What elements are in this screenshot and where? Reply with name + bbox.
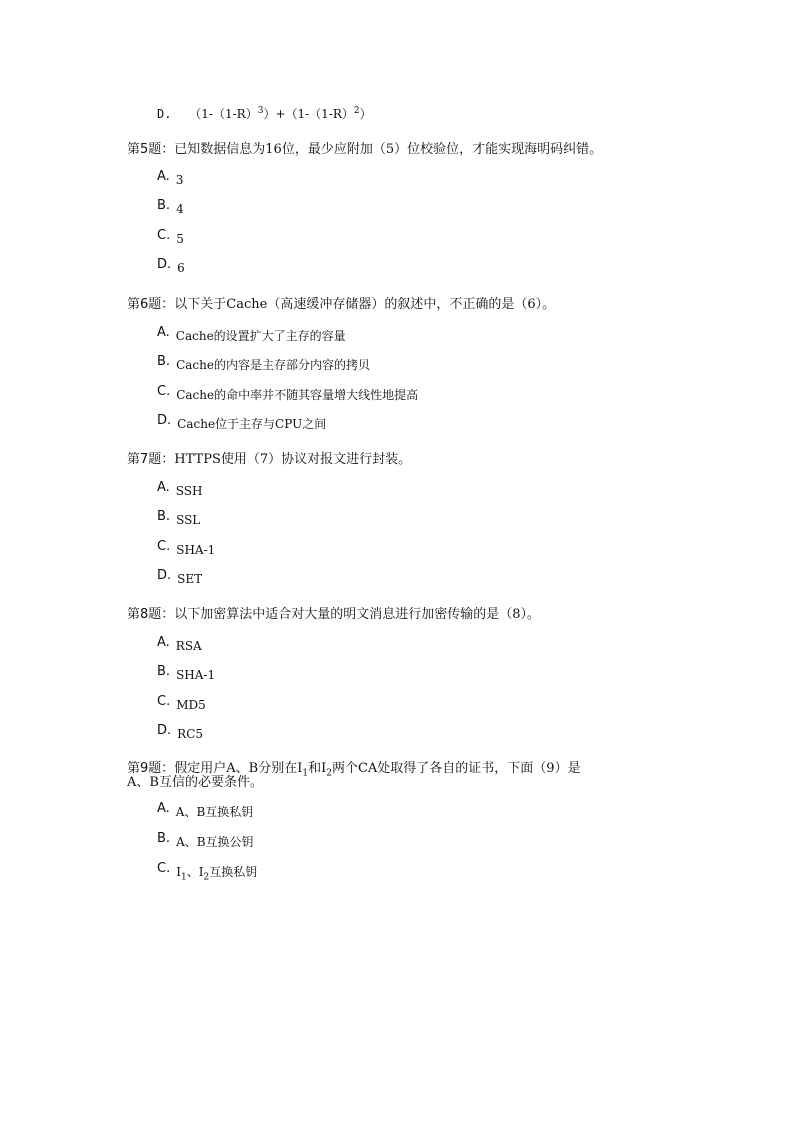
- option-text: Cache的内容是主存部分内容的拷贝: [176, 358, 370, 372]
- option-letter: D.: [157, 723, 172, 738]
- formula-exponent-2: 2: [353, 106, 360, 116]
- option-text: SSL: [176, 513, 201, 527]
- option-letter: C.: [157, 539, 171, 554]
- option-text: 3: [175, 173, 184, 187]
- subscript: 1: [180, 872, 187, 883]
- subscript: 1: [302, 768, 309, 779]
- option-letter: A.: [157, 169, 170, 184]
- q9-option-a: [157, 801, 254, 820]
- option-letter: D.: [157, 107, 172, 121]
- q8-option-d: [157, 723, 204, 742]
- question-7: [127, 452, 411, 467]
- option-text: Cache的设置扩大了主存的容量: [175, 329, 346, 343]
- option-text: MD5: [176, 698, 206, 712]
- question-text-a: 假定用户A、B分别在I: [174, 761, 303, 776]
- q6-option-c: [157, 384, 419, 403]
- option-letter: B.: [157, 354, 171, 369]
- q6-option-a: [157, 325, 346, 344]
- question-text: HTTPS使用（7）协议对报文进行封装。: [174, 452, 412, 467]
- question-8: [127, 607, 540, 622]
- option-text: SHA-1: [176, 668, 216, 682]
- q6-option-d: [157, 413, 327, 432]
- option-text: A、B互换私钥: [175, 805, 254, 819]
- option-text: RC5: [177, 727, 204, 741]
- question-9-line-2: [127, 775, 263, 790]
- question-label: 第6题：: [127, 297, 175, 312]
- formula-exponent-1: 3: [257, 106, 264, 116]
- option-letter: C.: [157, 861, 171, 876]
- q9-option-b: [157, 831, 254, 850]
- question-label: 第7题：: [127, 452, 175, 467]
- option-text: A、B互换公钥: [176, 835, 254, 849]
- q5-option-b: [157, 198, 184, 217]
- option-text-b: 、I: [186, 865, 204, 879]
- question-text-line2: A、B互信的必要条件。: [127, 775, 263, 790]
- option-letter: C.: [157, 228, 171, 243]
- question-text: 已知数据信息为16位，最少应附加（5）位校验位，才能实现海明码纠错。: [174, 142, 603, 157]
- formula-part-2: ）+（1-（1-R）: [263, 107, 354, 121]
- option-text: SHA-1: [176, 543, 216, 557]
- option-text: 6: [177, 261, 185, 275]
- option-letter: C.: [157, 694, 171, 709]
- question-label: 第9题：: [127, 761, 175, 776]
- q8-option-c: [157, 694, 206, 713]
- subscript: 2: [203, 872, 210, 883]
- option-letter: A.: [157, 325, 170, 340]
- option-text: 5: [176, 232, 184, 246]
- q4-option-d: [157, 103, 372, 122]
- question-text: 以下关于Cache（高速缓冲存储器）的叙述中，不正确的是（6）。: [174, 297, 556, 312]
- question-label: 第5题：: [127, 142, 175, 157]
- q5-option-d: [157, 257, 185, 276]
- question-6: [127, 297, 555, 312]
- option-letter: B.: [157, 509, 171, 524]
- q5-option-a: [157, 169, 184, 188]
- q7-option-c: [157, 539, 216, 558]
- question-5: [127, 142, 602, 157]
- question-text-c: 两个CA处取得了各自的证书，下面（9）是: [331, 761, 581, 776]
- q7-option-d: [157, 568, 203, 587]
- option-letter: A.: [157, 801, 170, 816]
- option-text: SET: [177, 572, 203, 586]
- question-text-b: 和I: [308, 761, 327, 776]
- option-text-a: I: [176, 865, 181, 879]
- option-text: Cache位于主存与CPU之间: [177, 417, 327, 431]
- option-letter: B.: [157, 198, 171, 213]
- q5-option-c: [157, 228, 184, 247]
- q8-option-b: [157, 664, 216, 683]
- option-letter: D.: [157, 257, 172, 272]
- q6-option-b: [157, 354, 370, 373]
- option-text: Cache的命中率并不随其容量增大线性地提高: [176, 388, 419, 402]
- option-letter: C.: [157, 384, 171, 399]
- option-text: 4: [176, 202, 184, 216]
- q8-option-a: [157, 635, 202, 654]
- option-text-c: 互换私钥: [209, 865, 258, 879]
- option-letter: B.: [157, 664, 171, 679]
- option-letter: A.: [157, 480, 170, 495]
- question-text: 以下加密算法中适合对大量的明文消息进行加密传输的是（8）。: [174, 607, 541, 622]
- subscript: 2: [326, 768, 332, 779]
- option-letter: A.: [157, 635, 170, 650]
- question-label: 第8题：: [127, 607, 175, 622]
- option-text: SSH: [175, 484, 203, 498]
- formula-part-1: （1-（1-R）: [189, 107, 258, 121]
- q9-option-c: [157, 861, 258, 885]
- option-letter: D.: [157, 413, 172, 428]
- q7-option-a: [157, 480, 203, 499]
- formula-part-3: ）: [359, 107, 372, 121]
- q7-option-b: [157, 509, 201, 528]
- option-letter: D.: [157, 568, 172, 583]
- option-letter: B.: [157, 831, 171, 846]
- option-text: RSA: [175, 639, 202, 653]
